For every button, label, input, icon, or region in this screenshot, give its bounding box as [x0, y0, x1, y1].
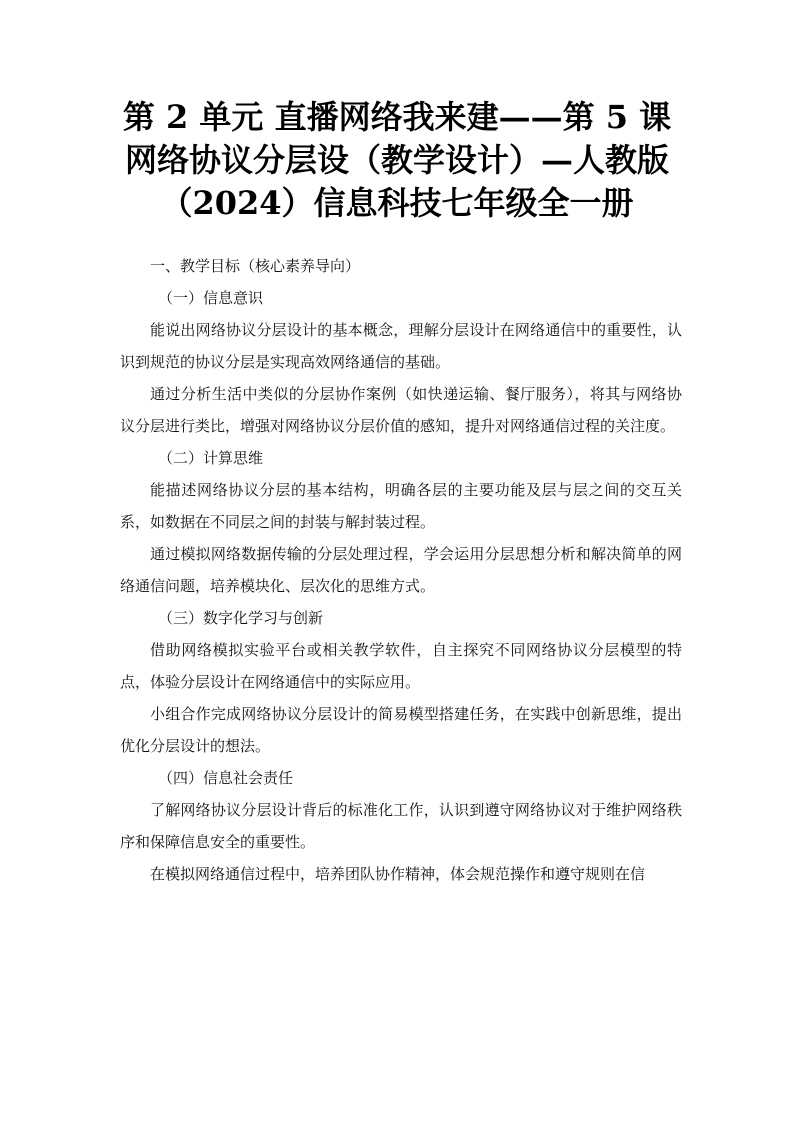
paragraph-computational-thinking-2: 通过模拟网络数据传输的分层处理过程，学会运用分层思想分析和解决简单的网络通信问题，培养模块化、层次化的思维方式。: [120, 545, 682, 595]
paragraph-social-responsibility-2: 在模拟网络通信过程中，培养团队协作精神，体会规范操作和遵守规则在信: [150, 865, 646, 883]
document-body: [120, 250, 682, 890]
paragraph-information-awareness-1: 能说出网络协议分层设计的基本概念，理解分层设计在网络通信中的重要性，认识到规范的协议分层是实现高效网络通信的基础。: [120, 321, 682, 371]
paragraph-digital-learning-2: 小组合作完成网络协议分层设计的简易模型搭建任务，在实践中创新思维，提出优化分层设计的想法。: [120, 705, 682, 755]
paragraph-computational-thinking-1: 能描述网络协议分层的基本结构，明确各层的主要功能及层与层之间的交互关系，如数据在不同层之间的封装与解封装过程。: [120, 481, 682, 531]
subsection-heading-social-responsibility: （四）信息社会责任: [158, 769, 294, 787]
document-title: [100, 96, 694, 225]
subsection-heading-digital-learning: （三）数字化学习与创新: [158, 609, 324, 627]
section-heading-teaching-objectives: 一、教学目标（核心素养导向）: [150, 257, 361, 275]
title-line-2: 网络协议分层设（教学设计）—人教版: [124, 141, 669, 179]
title-line-1: 第 2 单元 直播网络我来建——第 5 课: [122, 98, 672, 136]
title-line-3: （2024）信息科技七年级全一册: [160, 184, 634, 222]
paragraph-social-responsibility-1: 了解网络协议分层设计背后的标准化工作，认识到遵守网络协议对于维护网络秩序和保障信息安全的重要性。: [120, 801, 682, 851]
subsection-heading-information-awareness: （一）信息意识: [158, 289, 264, 307]
paragraph-information-awareness-2: 通过分析生活中类似的分层协作案例（如快递运输、餐厅服务），将其与网络协议分层进行类比，增强对网络协议分层价值的感知，提升对网络通信过程的关注度。: [120, 385, 682, 435]
subsection-heading-computational-thinking: （二）计算思维: [158, 449, 264, 467]
paragraph-digital-learning-1: 借助网络模拟实验平台或相关教学软件，自主探究不同网络协议分层模型的特点，体验分层设计在网络通信中的实际应用。: [120, 641, 682, 691]
